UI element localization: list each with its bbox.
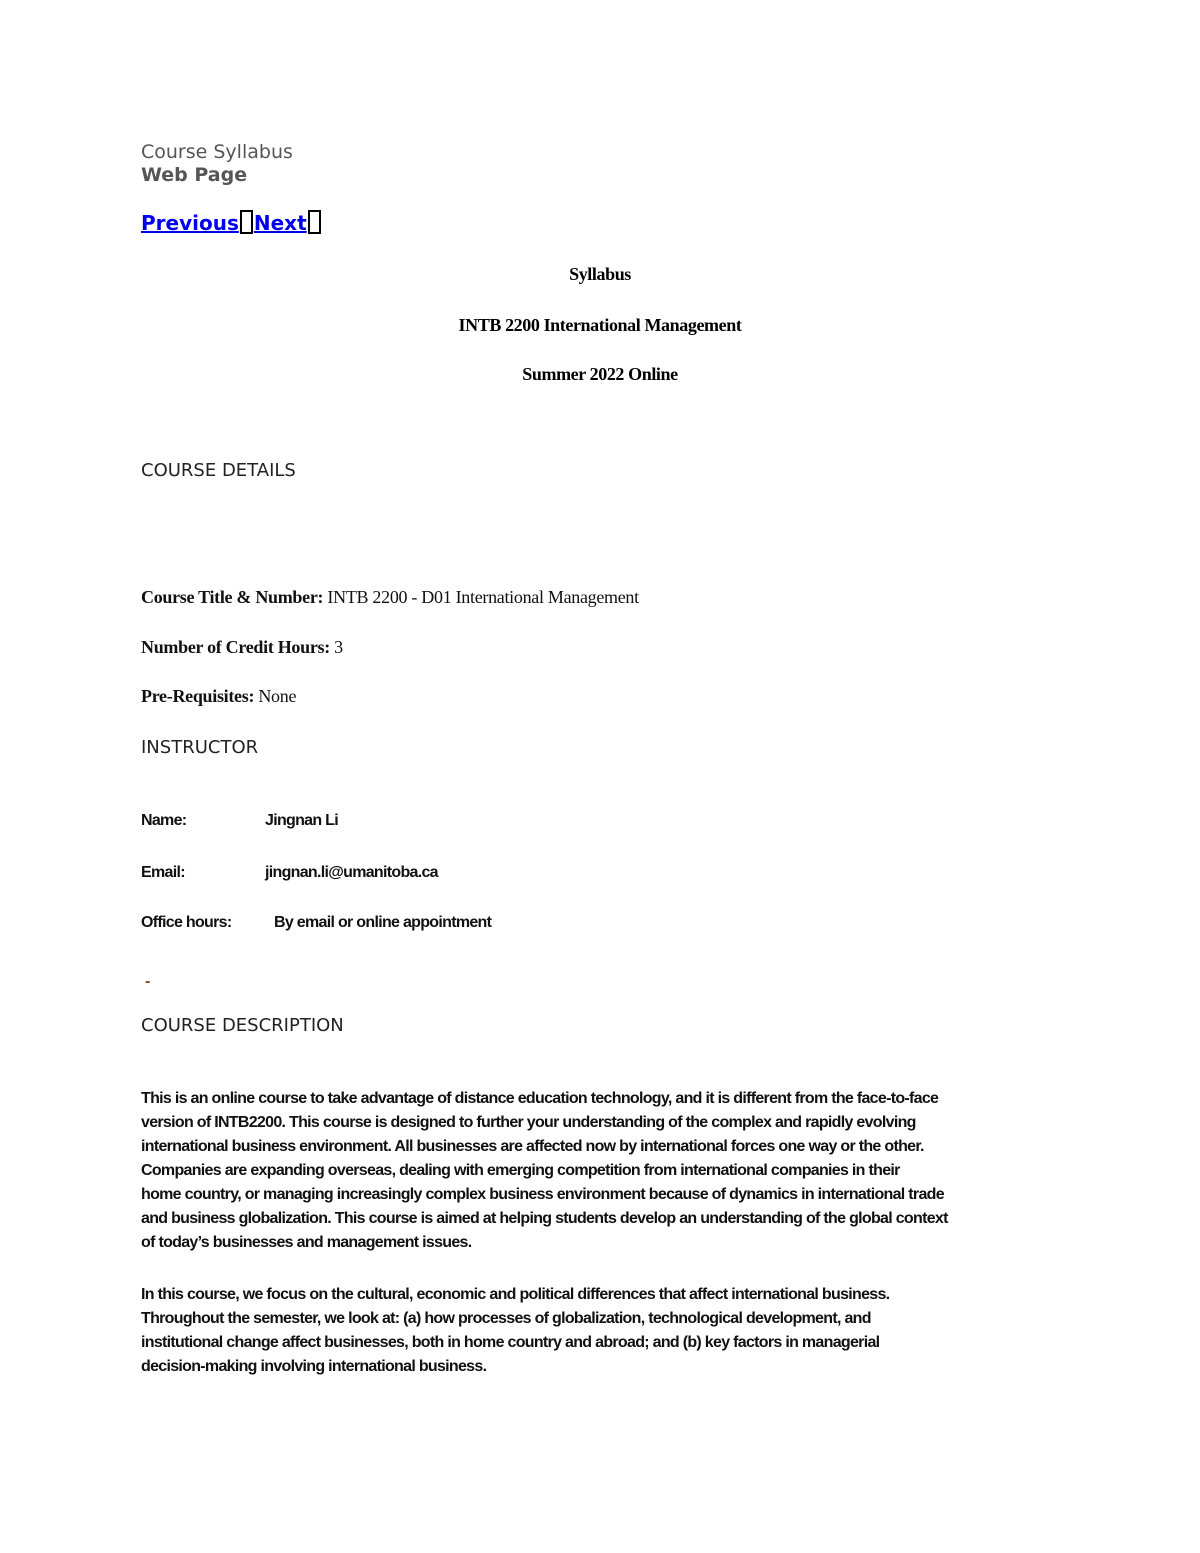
text-line: Throughout the semester, we look at: (a) how processes of globalization, technological development, and <box>141 1310 871 1327</box>
course-heading: INTB 2200 International Management <box>458 315 742 335</box>
text-line: of today’s businesses and management issues. <box>141 1234 472 1251</box>
instructor-name: Jingnan Li <box>265 812 339 829</box>
syllabus-heading: Syllabus <box>569 264 631 284</box>
previous-link[interactable]: Previous <box>141 211 239 235</box>
instructor-name-label: Name: <box>141 812 187 829</box>
text-line: decision-making involving international business. <box>141 1358 487 1375</box>
instructor-email-label: Email: <box>141 864 185 881</box>
separator-dash: - <box>145 973 150 990</box>
text-line: home country, or managing increasingly complex business environment because of dynamics in international trade <box>141 1186 944 1203</box>
term-heading: Summer 2022 Online <box>522 364 678 384</box>
label: Pre-Requisites: <box>141 686 255 706</box>
value: 3 <box>334 637 343 657</box>
label: Course Title & Number: <box>141 587 324 607</box>
description-paragraph-1 <box>141 1087 948 1255</box>
section-course-details: COURSE DETAILS <box>141 460 296 481</box>
text-line: international business environment. All businesses are affected now by international forces one way or the other. <box>141 1138 924 1155</box>
office-hours-label: Office hours: <box>141 914 232 931</box>
text-line: and business globalization. This course is aimed at helping students develop an understanding of the global context <box>141 1210 948 1227</box>
text-line: institutional change affect businesses, both in home country and abroad; and (b) key factors in managerial <box>141 1334 880 1351</box>
value: INTB 2200 - D01 International Management <box>327 587 639 607</box>
document-subtitle: Web Page <box>141 164 248 186</box>
value: None <box>258 686 297 706</box>
description-paragraph-2 <box>141 1283 889 1379</box>
page-navigation <box>141 210 322 235</box>
office-hours: By email or online appointment <box>274 914 492 931</box>
next-link[interactable]: Next <box>253 211 307 235</box>
prerequisites-row <box>141 686 296 707</box>
text-line: In this course, we focus on the cultural, economic and political differences that affect international business. <box>141 1286 890 1303</box>
missing-glyph-icon <box>240 210 253 234</box>
course-title-row <box>141 587 639 608</box>
credit-hours-row <box>141 637 343 658</box>
missing-glyph-icon <box>308 210 321 234</box>
document-title: Course Syllabus <box>141 141 293 163</box>
section-course-description: COURSE DESCRIPTION <box>141 1015 344 1036</box>
text-line: Companies are expanding overseas, dealing with emerging competition from international companies in their <box>141 1162 900 1179</box>
section-instructor: INSTRUCTOR <box>141 737 259 758</box>
instructor-email[interactable]: jingnan.li@umanitoba.ca <box>265 864 438 881</box>
label: Number of Credit Hours: <box>141 637 330 657</box>
text-line: version of INTB2200. This course is designed to further your understanding of the complex and rapidly evolving <box>141 1114 916 1131</box>
text-line: This is an online course to take advantage of distance education technology, and it is different from the face-to-face <box>141 1090 939 1107</box>
